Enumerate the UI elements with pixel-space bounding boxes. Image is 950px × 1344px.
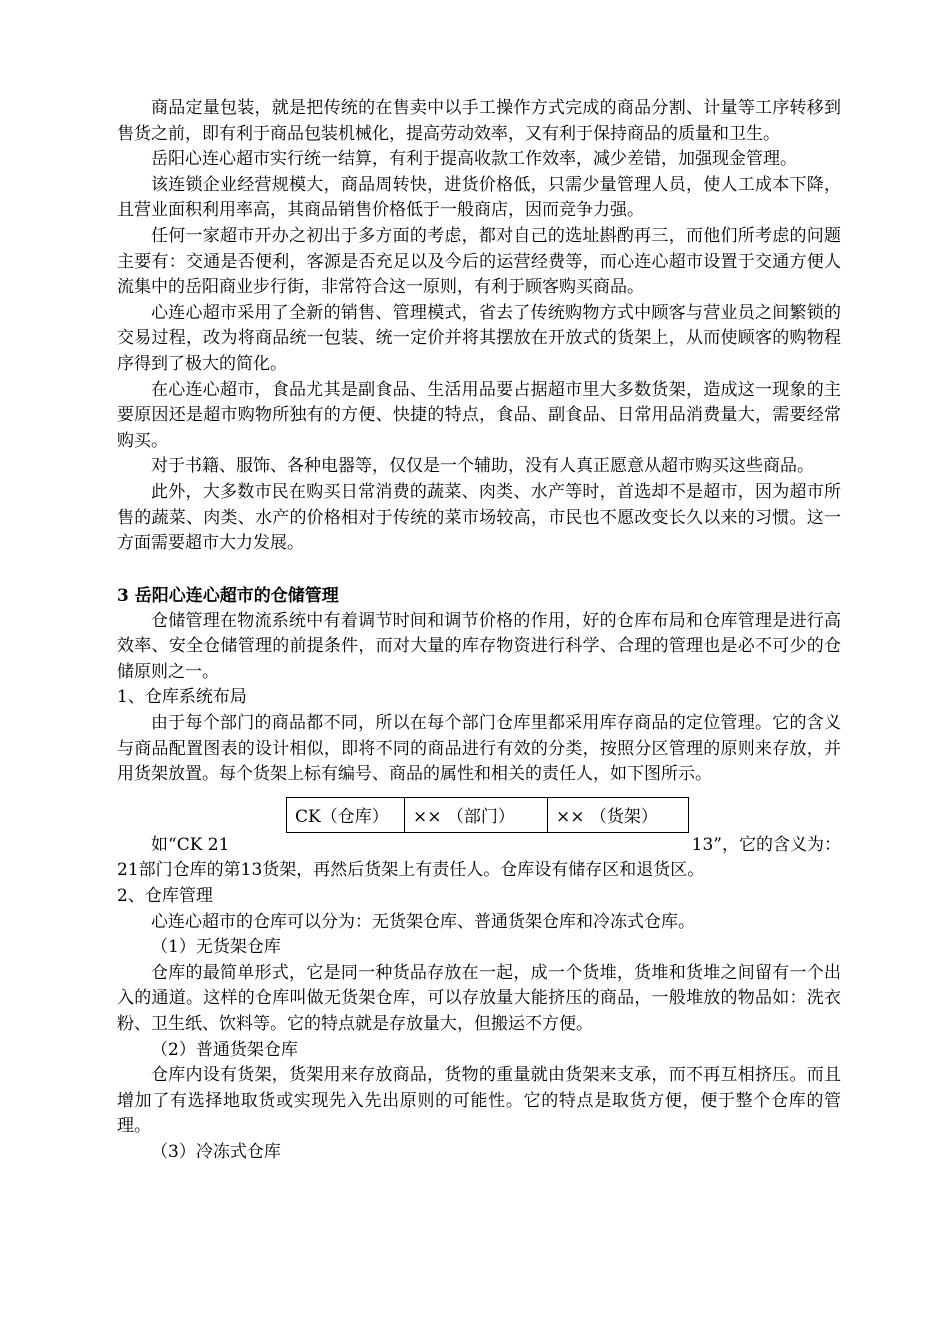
paragraph-layout: 由于每个部门的商品都不同，所以在每个部门仓库里都采用库存商品的定位管理。它的含义与商品配置图表的设计相似，即将不同的商品进行有效的分类，按照分区管理的原则来存放，并用货架放置。每个货架上标有编号、商品的属性和相关的责任人，如下图所示。 [117,713,841,785]
paragraph-normal-shelf: 仓库内设有货架，货架用来存放商品，货物的重量就由货架来支承，而不再互相挤压。而且增加了有选择地取货或实现先入先出原则的可能性。它的特点是取货方便，便于整个仓库的管理。 [117,1065,841,1137]
sub-heading-management: 2、仓库管理 [117,886,213,907]
paragraph-settlement: 岳阳心连心超市实行统一结算，有利于提高收款工作效率，减少差错，加强现金管理。 [151,149,797,170]
item-heading-frozen: （3）冷冻式仓库 [151,1141,281,1162]
sub-heading-layout: 1、仓库系统布局 [117,687,247,708]
paragraph-location: 任何一家超市开办之初出于多方面的考虑，都对自己的选址斟酌再三，而他们所考虑的问题主要有：交通是否便利，客源是否充足以及今后的运营经费等，而心连心超市设置于交通方便人流集中的岳阳商业步行街，非常符合这一原则，有利于顾客购买商品。 [117,225,841,298]
item-heading-normal-shelf: （2）普通货架仓库 [151,1039,298,1060]
table-cell-department: ×× （部门） [405,797,548,832]
shelf-code-table-wrap [286,797,841,833]
paragraph-no-shelf: 仓库的最简单形式，它是同一种货品存放在一起，成一个货堆，货堆和货堆之间留有一个出入的通道。这样的仓库叫做无货架仓库，可以存放量大能挤压的商品，一般堆放的物品如：洗衣粉、卫生纸、饮料等。它的特点就是存放量大，但搬运不方便。 [117,962,841,1034]
item-heading-no-shelf: （1）无货架仓库 [151,937,281,958]
table-row [287,797,689,832]
example-line [117,833,841,859]
section-intro: 仓储管理在物流系统中有着调节时间和调节价格的作用，好的仓库布局和仓库管理是进行高效率、安全仓储管理的前提条件，而对大量的库存物资进行科学、合理的管理也是必不可少的仓储原则之一。 [117,610,841,682]
paragraph-vegetables: 此外，大多数市民在购买日常消费的蔬菜、肉类、水产等时，首选却不是超市，因为超市所售的蔬菜、肉类、水产的价格相对于传统的菜市场较高，市民也不愿改变长久以来的习惯。这一方面需要超市大力发展。 [117,481,841,554]
section-heading: 3 岳阳心连心超市的仓储管理 [117,585,339,606]
paragraph-books-clothes: 对于书籍、服饰、各种电器等，仅仅是一个辅助，没有人真正愿意从超市购买这些商品。 [151,456,814,477]
example-left-text: 如“CK 21 [151,834,230,855]
paragraph-scale: 该连锁企业经营规模大，商品周转快，进货价格低，只需少量管理人员，使人工成本下降，且营业面积利用率高，其商品销售价格低于一般商店，因而竞争力强。 [117,174,841,221]
example-continuation: 21部门仓库的第13货架，再然后货架上有责任人。仓库设有储存区和退货区。 [117,860,705,881]
example-right-text: 13”，它的含义为： [691,834,841,855]
paragraph-packaging: 商品定量包装，就是把传统的在售卖中以手工操作方式完成的商品分割、计量等工序转移到售货之前，即有利于商品包装机械化，提高劳动效率，又有利于保持商品的质量和卫生。 [117,98,841,144]
table-cell-warehouse: CK（仓库） [287,797,405,832]
shelf-code-table [286,797,689,833]
paragraph-food-shelves: 在心连心超市，食品尤其是副食品、生活用品要占据超市里大多数货架，造成这一现象的主要原因还是超市购物所独有的方便、快捷的特点，食品、副食品、日常用品消费量大，需要经常购买。 [117,379,841,451]
document-page [117,96,841,1166]
paragraph-management: 心连心超市的仓库可以分为：无货架仓库、普通货架仓库和冷冻式仓库。 [151,911,695,932]
paragraph-sales-model: 心连心超市采用了全新的销售、管理模式，省去了传统购物方式中顾客与营业员之间繁锁的交易过程，改为将商品统一包装、统一定价并将其摆放在开放式的货架上，从而使顾客的购物程序得到了极大的简化。 [117,302,841,374]
table-cell-shelf: ×× （货架） [548,797,689,832]
